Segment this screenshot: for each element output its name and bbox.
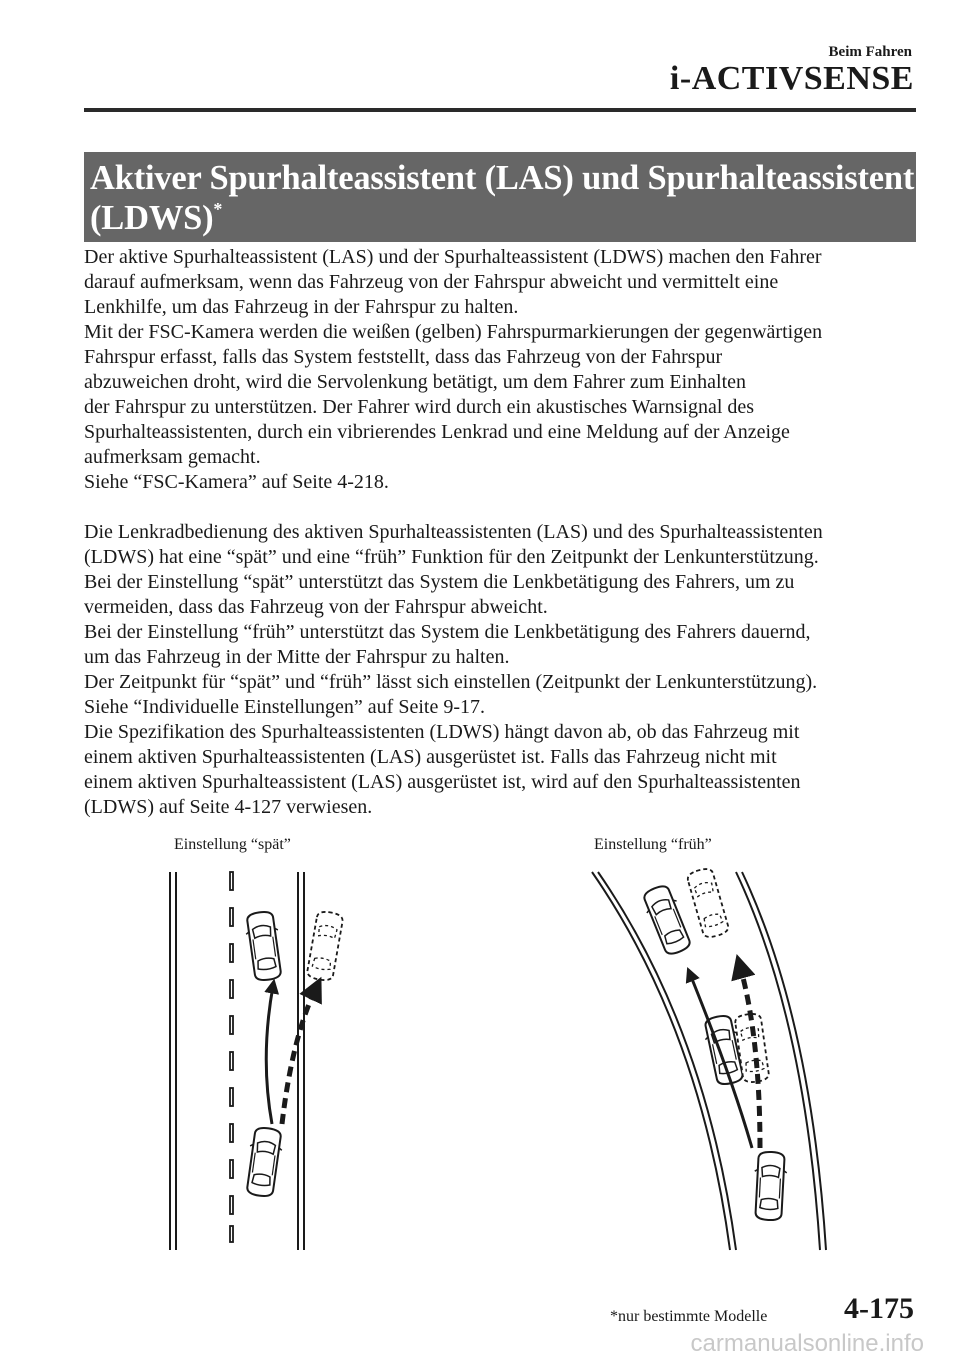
topic-title-bar xyxy=(84,152,916,242)
text-line: Fahrspur erfasst, falls das System feststellt, dass das Fahrzeug von der Fahrspur xyxy=(84,346,723,368)
topic-title-line-2-text: (LDWS) xyxy=(90,199,214,237)
topic-title-line-2 xyxy=(90,198,910,238)
text-line: vermeiden, dass das Fahrzeug von der Fahrspur abweicht. xyxy=(84,596,548,618)
text-line: Der aktive Spurhalteassistent (LAS) und der Spurhalteassistent (LDWS) machen den Fahrer xyxy=(84,246,822,268)
paragraph-1 xyxy=(84,245,924,495)
cross-reference-custom-settings: Siehe “Individuelle Einstellungen” auf Seite 9-17. xyxy=(84,696,485,718)
text-line: Mit der FSC-Kamera werden die weißen (gelben) Fahrspurmarkierungen der gegenwärtigen xyxy=(84,321,823,343)
text-line: der Fahrspur zu unterstützen. Der Fahrer wird durch ein akustisches Warnsignal des xyxy=(84,396,755,418)
text-line: Spurhalteassistenten, durch ein vibrierendes Lenkrad und eine Meldung auf der Anzeige xyxy=(84,421,790,443)
lane-assist-diagram xyxy=(140,858,860,1258)
paragraph-2 xyxy=(84,520,924,820)
text-line: einem aktiven Spurhalteassistenten (LAS) ausgerüstet ist. Falls das Fahrzeug nicht mit xyxy=(84,746,777,768)
header-divider xyxy=(84,108,916,112)
section-name: Beim Fahren xyxy=(828,44,912,60)
chapter-title: i-ACTIVSENSE xyxy=(669,60,914,97)
text-line: (LDWS) hat eine “spät” und eine “früh” Funktion für den Zeitpunkt der Lenkunterstützung. xyxy=(84,546,819,568)
early-setting-scene xyxy=(592,867,826,1250)
text-line: Bei der Einstellung “spät” unterstützt das System die Lenkbetätigung des Fahrers, um zu xyxy=(84,571,795,593)
body-text xyxy=(84,245,924,820)
paragraph-gap xyxy=(84,495,924,520)
text-line: Die Spezifikation des Spurhalteassistenten (LDWS) hängt davon ab, ob das Fahrzeug mit xyxy=(84,721,800,743)
text-line: einem aktiven Spurhalteassistent (LAS) ausgerüstet ist, wird auf den Spurhalteassistenten xyxy=(84,771,801,793)
page-number: 4-175 xyxy=(844,1292,914,1325)
cross-reference-ldws: (LDWS) auf Seite 4-127 verwiesen. xyxy=(84,796,373,818)
optional-equipment-asterisk: * xyxy=(213,199,223,219)
late-setting-scene xyxy=(170,872,344,1250)
footnote-optional-models: *nur bestimmte Modelle xyxy=(610,1308,768,1325)
text-line: um das Fahrzeug in der Mitte der Fahrspur zu halten. xyxy=(84,646,510,668)
text-line: Bei der Einstellung “früh” unterstützt das System die Lenkbetätigung des Fahrers dauernd, xyxy=(84,621,811,643)
watermark: carmanualsonline.info xyxy=(690,1330,924,1357)
figure-label-late: Einstellung “spät” xyxy=(174,836,291,853)
text-line: Lenkhilfe, um das Fahrzeug in der Fahrspur zu halten. xyxy=(84,296,519,318)
figure-label-early: Einstellung “früh” xyxy=(594,836,712,853)
text-line: aufmerksam gemacht. xyxy=(84,446,261,468)
text-line: Die Lenkradbedienung des aktiven Spurhalteassistenten (LAS) und des Spurhalteassistenten xyxy=(84,521,823,543)
text-line: darauf aufmerksam, wenn das Fahrzeug von der Fahrspur abweicht und vermittelt eine xyxy=(84,271,779,293)
text-line: Der Zeitpunkt für “spät” und “früh” lässt sich einstellen (Zeitpunkt der Lenkunterstützung). xyxy=(84,671,818,693)
topic-title-line-1: Aktiver Spurhalteassistent (LAS) und Spurhalteassistent xyxy=(90,159,915,197)
text-line: abzuweichen droht, wird die Servolenkung betätigt, um dem Fahrer zum Einhalten xyxy=(84,371,747,393)
cross-reference-fsc-camera: Siehe “FSC-Kamera” auf Seite 4-218. xyxy=(84,471,389,493)
